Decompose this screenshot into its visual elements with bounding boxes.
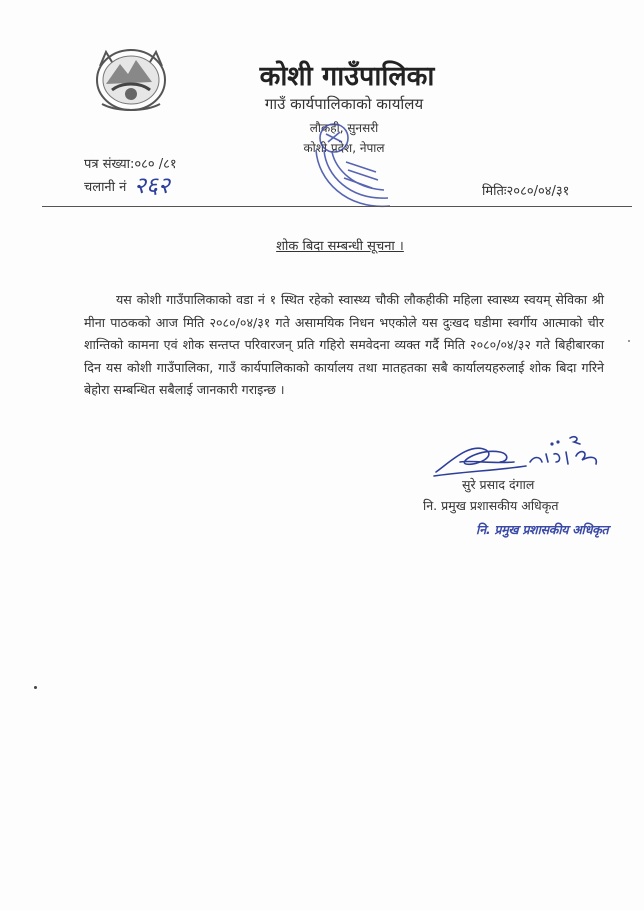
reference-number: पत्र संख्या:०८० /८१ [84, 157, 177, 172]
scan-speck [628, 340, 630, 342]
office-title: कोशी गाउँपालिका [259, 61, 435, 92]
dispatch-number: २६२ [134, 173, 170, 199]
letter-date: मितिः२०८०/०४/३१ [482, 184, 570, 199]
scan-speck [34, 686, 37, 689]
signer-name: सुरे प्रसाद दंगाल [462, 477, 535, 492]
dispatch-label: चलानी नं [84, 180, 127, 195]
address-line-2: कोशी प्रदेश, नेपाल [303, 141, 385, 155]
office-subtitle: गाउँ कार्यपालिकाको कार्यालय [264, 95, 424, 113]
letter-body: यस कोशी गाउँपालिकाको वडा नं १ स्थित रहेको स्वास्थ्य चौकी लौकहीकी महिला स्वास्थ्य स्वयम् सेविका श्री मीना पाठकको आज मिति २०८०/०४/३१ गते असामयिक निधन भएकोले यस दुःखद घडीमा स्वर्गीय आत्माको चीर शान्तिको कामना एवं शोक सन्तप्त परिवारजन् प्रति गहिरो समवेदना व्यक्त गर्दै मिति २०८०/०४/३२ गते बिहीबारका दिन यस कोशी गाउँपालिका, गाउँ कार्यपालिकाको कार्यालय तथा मातहतका सबै कार्यालयहरुलाई शोक बिदा गरिने बेहोरा सम्बन्धित सबैलाई जानकारी गराइन्छ । [84, 292, 604, 397]
designation-stamp: नि. प्रमुख प्रशासकीय अधिकृत [476, 522, 609, 537]
signer-designation: नि. प्रमुख प्रशासकीय अधिकृत [423, 498, 559, 513]
office-stamp-icon [306, 110, 398, 218]
letter-subject: शोक बिदा सम्बन्धी सूचना । [276, 239, 404, 254]
header-divider [42, 206, 632, 207]
handwritten-signature-icon [430, 432, 612, 482]
address-line-1: लौकही, सुनसरी [309, 121, 379, 135]
